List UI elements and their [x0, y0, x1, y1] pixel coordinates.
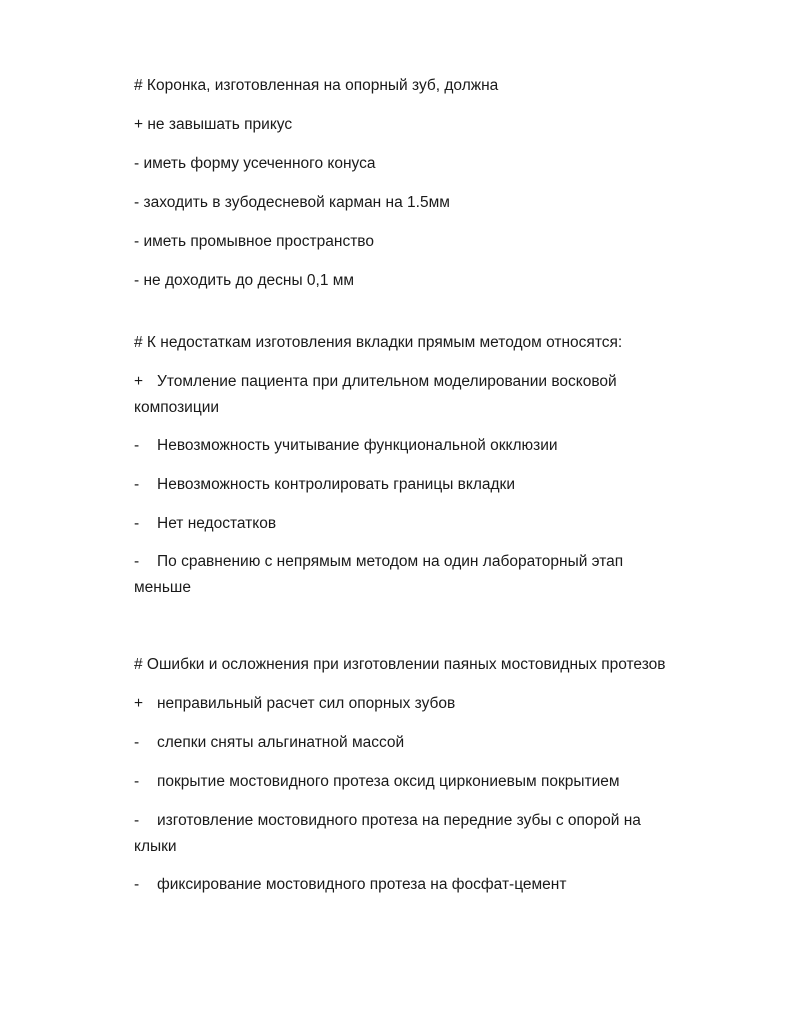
question-3: # Ошибки и осложнения при изготовлении паяных мостовидных протезов [134, 656, 666, 673]
answer-marker: - [134, 272, 140, 289]
answer-marker: - [134, 734, 140, 751]
answer-3-5 [134, 872, 734, 898]
answer-marker: - [134, 233, 140, 250]
answer-text: По сравнению с непрямым методом на один лабораторный этап [157, 553, 624, 570]
answer-2-4 [134, 511, 734, 537]
answer-2-5 [134, 549, 734, 575]
answer-text: Утомление пациента при длительном моделировании восковой [157, 373, 617, 390]
answer-marker: + [134, 116, 144, 133]
answer-text: иметь промывное пространство [143, 233, 374, 250]
answer-2-3 [134, 472, 734, 498]
answer-1-2 [134, 151, 734, 177]
question-2: # К недостаткам изготовления вкладки прямым методом относятся: [134, 334, 623, 351]
answer-text: заходить в зубодесневой карман на 1.5мм [143, 194, 450, 211]
answer-text: фиксирование мостовидного протеза на фосфат-цемент [157, 876, 567, 893]
answer-3-4-continuation: клыки [134, 838, 177, 855]
answer-2-1 [134, 369, 734, 395]
answer-text: не доходить до десны 0,1 мм [143, 272, 355, 289]
answer-text: слепки сняты альгинатной массой [157, 734, 405, 751]
answer-text: Нет недостатков [157, 515, 277, 532]
answer-2-2 [134, 433, 734, 459]
question-1: # Коронка, изготовленная на опорный зуб, должна [134, 77, 499, 94]
answer-marker: + [134, 695, 144, 712]
answer-1-1 [134, 112, 734, 138]
answer-2-5-continuation: меньше [134, 579, 191, 596]
answer-3-3 [134, 769, 734, 795]
answer-text: изготовление мостовидного протеза на передние зубы с опорой на [157, 812, 641, 829]
answer-2-1-continuation: композиции [134, 399, 220, 416]
answer-marker: - [134, 812, 140, 829]
answer-marker: - [134, 155, 140, 172]
answer-text: неправильный расчет сил опорных зубов [157, 695, 456, 712]
answer-text: Невозможность контролировать границы вкладки [157, 476, 515, 493]
answer-3-2 [134, 730, 734, 756]
answer-marker: + [134, 373, 144, 390]
answer-text: не завышать прикус [147, 116, 293, 133]
answer-1-3 [134, 190, 734, 216]
answer-text: иметь форму усеченного конуса [143, 155, 376, 172]
answer-1-5 [134, 268, 734, 294]
answer-text: Невозможность учитывание функциональной окклюзии [157, 437, 558, 454]
answer-marker: - [134, 476, 140, 493]
answer-marker: - [134, 515, 140, 532]
answer-marker: - [134, 773, 140, 790]
answer-3-1 [134, 691, 734, 717]
answer-3-4 [134, 808, 734, 834]
answer-marker: - [134, 876, 140, 893]
answer-marker: - [134, 553, 140, 570]
answer-1-4 [134, 229, 734, 255]
answer-text: покрытие мостовидного протеза оксид циркониевым покрытием [157, 773, 620, 790]
answer-marker: - [134, 437, 140, 454]
answer-marker: - [134, 194, 140, 211]
